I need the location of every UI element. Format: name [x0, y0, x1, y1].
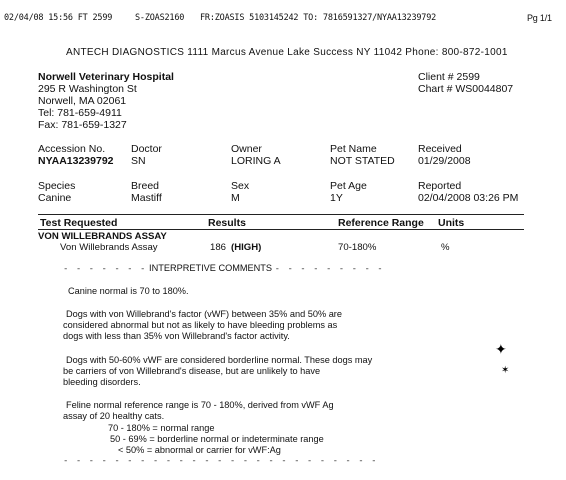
table-top-rule [38, 214, 524, 215]
clinic-address-line1: 295 R Washington St [38, 83, 137, 95]
test-section-title: VON WILLEBRANDS ASSAY [38, 231, 167, 242]
comments-title: INTERPRETIVE COMMENTS [149, 263, 273, 273]
value-breed: Mastiff [131, 192, 162, 204]
col-results: Results [208, 217, 246, 229]
label-received: Received [418, 143, 462, 155]
value-owner: LORING A [231, 155, 281, 167]
label-pet-name: Pet Name [330, 143, 377, 155]
range-abnormal: < 50% = abnormal or carrier for vWF:Ag [118, 445, 281, 455]
fax-datetime: 02/04/08 15:56 FT 2599 [4, 13, 113, 23]
client-number: Client # 2599 [418, 71, 480, 83]
comment-line: bleeding disorders. [63, 377, 141, 388]
scan-artifact-speck: ✶ [501, 365, 510, 376]
label-reported: Reported [418, 180, 462, 192]
comments-dash-right: - - - - - - - - - [274, 264, 384, 274]
label-breed: Breed [131, 180, 160, 192]
comments-header [63, 263, 384, 274]
comment-vwf-50-60 [63, 355, 372, 389]
col-test-requested: Test Requested [40, 217, 118, 229]
comment-line: considered abnormal but not as likely to have bleeding problems as [63, 320, 338, 331]
fax-sender: S-ZOAS2160 [135, 13, 185, 23]
row-units: % [441, 242, 450, 253]
row-test-name: Von Willebrands Assay [60, 242, 158, 253]
value-doctor: SN [131, 155, 146, 167]
row-reference-range: 70-180% [338, 242, 377, 253]
clinic-name: Norwell Veterinary Hospital [38, 71, 174, 83]
comment-vwf-35-50 [63, 309, 342, 343]
chart-number: Chart # WS0044807 [418, 83, 514, 95]
clinic-tel: Tel: 781-659-4911 [38, 107, 122, 119]
row-result-flag: (HIGH) [231, 242, 262, 253]
fax-page-number: Pg 1/1 [527, 13, 552, 23]
comment-line: be carriers of von Willebrand's disease, but are unlikely to have [63, 366, 321, 377]
value-reported: 02/04/2008 03:26 PM [418, 192, 519, 204]
label-owner: Owner [231, 143, 262, 155]
range-borderline: 50 - 69% = borderline normal or indeterminate range [110, 434, 324, 444]
value-pet-name: NOT STATED [330, 155, 395, 167]
scan-artifact-mark: ✦ [495, 341, 507, 357]
lab-header: ANTECH DIAGNOSTICS 1111 Marcus Avenue Lake Success NY 11042 Phone: 800-872-1001 [66, 47, 508, 58]
value-sex: M [231, 192, 240, 204]
col-units: Units [438, 217, 465, 229]
comment-line: Dogs with 50-60% vWF are considered borderline normal. These dogs may [66, 355, 373, 365]
value-species: Canine [38, 192, 72, 204]
comment-line: Feline normal reference range is 70 - 180%, derived from vWF Ag [66, 400, 334, 410]
value-accession: NYAA13239792 [38, 155, 114, 167]
value-received: 01/29/2008 [418, 155, 471, 167]
fax-route: FR:ZOASIS 5103145242 TO: 7816591327/NYAA13239792 [200, 13, 437, 23]
clinic-fax: Fax: 781-659-1327 [38, 119, 127, 131]
comment-canine-normal: Canine normal is 70 to 180%. [68, 286, 189, 296]
label-species: Species [38, 180, 76, 192]
label-sex: Sex [231, 180, 250, 192]
label-doctor: Doctor [131, 143, 162, 155]
range-normal: 70 - 180% = normal range [108, 423, 215, 433]
value-pet-age: 1Y [330, 192, 343, 204]
col-reference-range: Reference Range [338, 217, 424, 229]
clinic-address-line2: Norwell, MA 02061 [38, 95, 127, 107]
comment-line: assay of 20 healthy cats. [63, 411, 165, 422]
row-result-value: 186 [210, 242, 227, 253]
comments-bottom-dashes: - - - - - - - - - - - - - - - - - - - - - - - - - [63, 456, 378, 466]
comment-line: dogs with less than 35% von Willebrand's factor activity. [63, 331, 290, 342]
table-header-rule [38, 229, 524, 230]
comment-feline-range [63, 400, 334, 422]
comments-dash-left: - - - - - - - [63, 264, 147, 274]
label-pet-age: Pet Age [330, 180, 367, 192]
comment-line: Dogs with von Willebrand's factor (vWF) between 35% and 50% are [66, 309, 342, 319]
label-accession: Accession No. [38, 143, 106, 155]
